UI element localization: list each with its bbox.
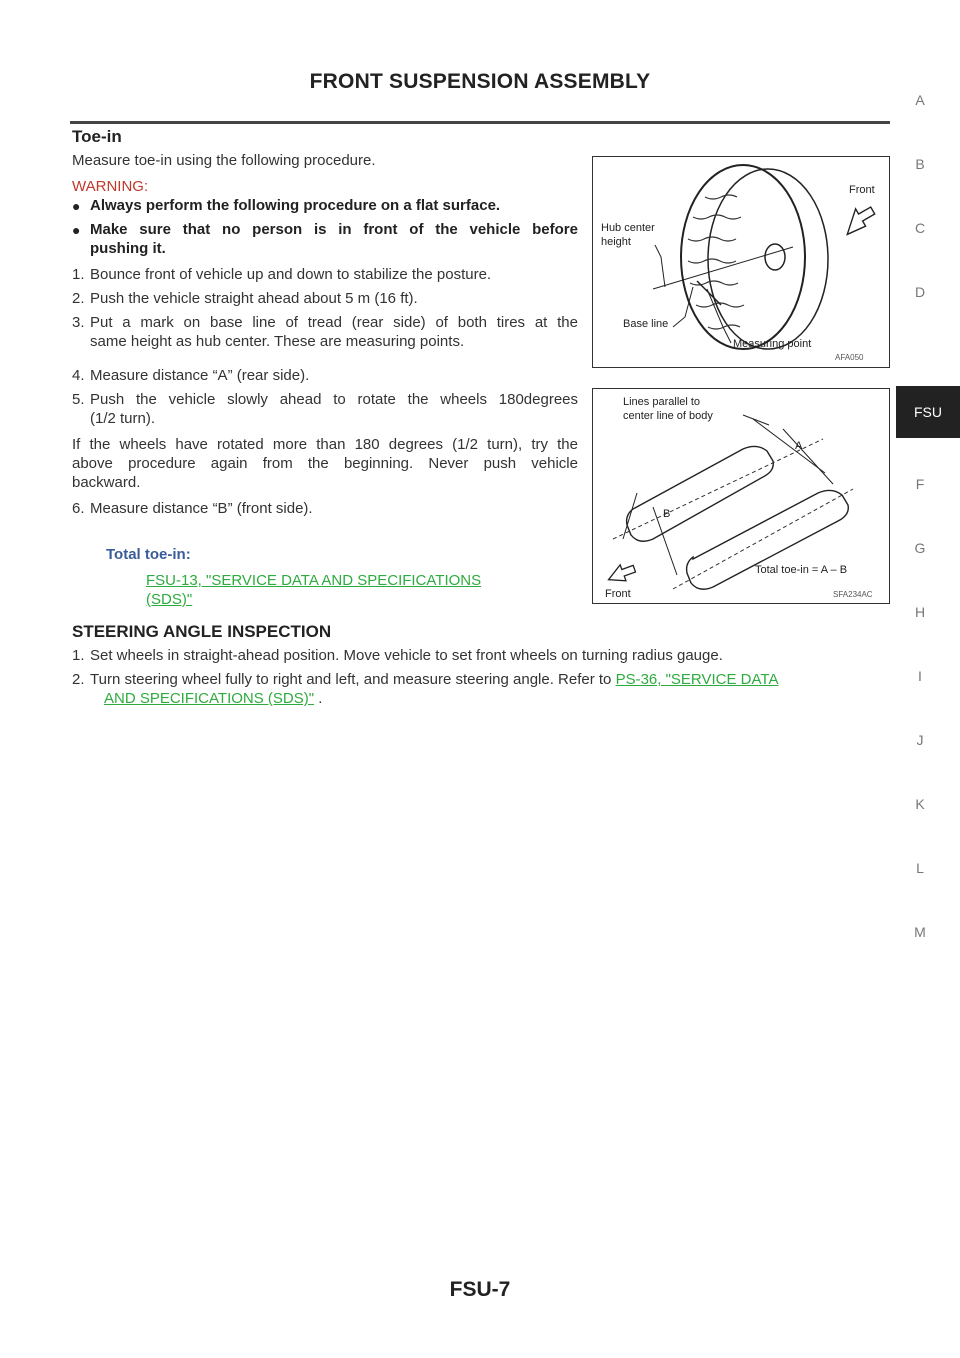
step-number: 6.: [72, 500, 85, 517]
bullet-icon: ●: [72, 222, 81, 238]
figure-tire-measuring-point: [592, 156, 890, 368]
warning-bullet-1: Always perform the following procedure on a flat surface.: [90, 197, 501, 214]
fig1-front-label: Front: [849, 184, 875, 196]
index-tab-i[interactable]: I: [918, 668, 922, 684]
note-text-2: above procedure again from the beginning. Never push vehicle: [72, 455, 578, 472]
steering-step-2-text: Turn steering wheel fully to right and left, and measure steering angle. Refer to: [90, 671, 612, 688]
step-number: 3.: [72, 314, 85, 331]
title-rule: [70, 121, 890, 124]
bullet-icon: ●: [72, 198, 81, 214]
warning-bullet-2-cont: pushing it.: [90, 240, 166, 257]
front-arrow-icon: [838, 202, 877, 236]
fig2-label-a: A: [795, 440, 803, 452]
step-5-text-cont: (1/2 turn).: [90, 410, 156, 427]
step-3-text: Put a mark on base line of tread (rear side) of both tires at the: [90, 314, 578, 331]
fig1-base-line-label: Base line: [623, 318, 669, 330]
steering-step-2-tail: .: [318, 690, 323, 707]
page-title: FRONT SUSPENSION ASSEMBLY: [309, 70, 651, 93]
page-number: FSU-7: [449, 1278, 511, 1301]
index-tab-a[interactable]: A: [915, 92, 925, 108]
section-heading-toe-in: Toe-in: [72, 127, 122, 146]
index-tab-fsu-active[interactable]: FSU: [896, 386, 960, 438]
step-2-text: Push the vehicle straight ahead about 5 m (16 ft).: [90, 290, 418, 307]
index-tab-f[interactable]: F: [915, 476, 925, 492]
total-toe-in-label: Total toe-in:: [106, 546, 191, 563]
index-tab-h[interactable]: H: [914, 604, 926, 620]
fig1-code: AFA050: [835, 353, 864, 362]
sds-link-line-2[interactable]: (SDS)": [146, 591, 193, 608]
index-tab-c[interactable]: C: [914, 220, 926, 236]
step-number: 2.: [72, 671, 85, 688]
step-number: 1.: [72, 647, 85, 664]
fig2-lines-label: Lines parallel to: [623, 396, 701, 408]
index-tab-d[interactable]: D: [914, 284, 926, 300]
fig2-formula: Total toe-in = A – B: [755, 564, 848, 576]
step-number: 4.: [72, 367, 85, 384]
intro-text: Measure toe-in using the following procedure.: [72, 152, 376, 169]
step-6-text: Measure distance “B” (front side).: [90, 500, 313, 517]
index-tab-m[interactable]: M: [914, 924, 926, 940]
front-arrow-icon: [605, 561, 637, 587]
steering-step-2-cont: [104, 690, 322, 708]
warning-label: WARNING:: [72, 178, 149, 195]
ps-36-link[interactable]: PS-36, "SERVICE DATA: [615, 671, 779, 688]
step-3-text-cont: same height as hub center. These are measuring points.: [90, 333, 465, 350]
fig2-front-label: Front: [605, 588, 631, 600]
tire-illustration: [593, 157, 889, 367]
total-toe-in-link[interactable]: [146, 572, 481, 590]
fig1-hub-label-2: height: [601, 236, 631, 248]
fig1-hub-label: Hub center: [601, 222, 655, 234]
total-toe-in-link-cont[interactable]: [146, 591, 192, 609]
fig2-code: SFA234AC: [833, 590, 873, 599]
ps-36-link-cont[interactable]: AND SPECIFICATIONS (SDS)": [104, 690, 315, 707]
step-number: 1.: [72, 266, 85, 283]
warning-bullet-2: Make sure that no person is in front of the vehicle before: [90, 221, 578, 238]
figure-toe-in-plan: [592, 388, 890, 604]
steering-step-1: Set wheels in straight-ahead position. Move vehicle to set front wheels on turning radius gauge.: [90, 647, 723, 664]
step-number: 2.: [72, 290, 85, 307]
toe-in-illustration: [593, 389, 889, 603]
step-5-text: Push the vehicle slowly ahead to rotate the wheels 180degrees: [90, 391, 578, 408]
steering-step-2: [90, 671, 890, 689]
fig2-lines-label-2: center line of body: [623, 410, 713, 422]
index-tab-k[interactable]: K: [915, 796, 925, 812]
index-tab-j[interactable]: J: [916, 732, 924, 748]
index-tab-l[interactable]: L: [916, 860, 924, 876]
section-heading-steering-angle: STEERING ANGLE INSPECTION: [72, 622, 332, 641]
fig1-measuring-point-label: Measuring point: [733, 338, 812, 350]
step-4-text: Measure distance “A” (rear side).: [90, 367, 310, 384]
step-1-text: Bounce front of vehicle up and down to stabilize the posture.: [90, 266, 492, 283]
index-tab-b[interactable]: B: [915, 156, 925, 172]
index-tab-g[interactable]: G: [914, 540, 926, 556]
sds-link-line-1[interactable]: FSU-13, "SERVICE DATA AND SPECIFICATIONS: [146, 572, 482, 589]
note-text-1: If the wheels have rotated more than 180 degrees (1/2 turn), try the: [72, 436, 578, 453]
note-text-3: backward.: [72, 474, 141, 491]
fig2-label-b: B: [663, 508, 671, 520]
step-number: 5.: [72, 391, 85, 408]
